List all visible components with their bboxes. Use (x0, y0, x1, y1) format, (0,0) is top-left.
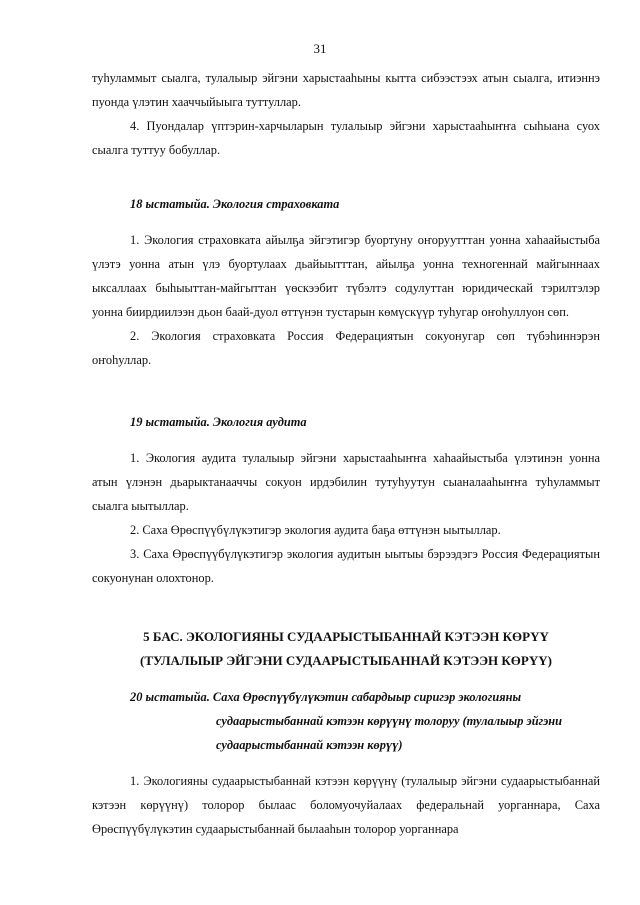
chapter-5-subtitle: (ТУЛАЛЫЫР ЭЙГЭНИ СУДААРЫСТЫБАННАЙ КЭТЭЭН КӨРҮҮ) (140, 653, 552, 668)
article-19-paragraph-2: 2. Саха Өрөспүүбүлүкэтигэр экология аудита баҕа өттүнэн ыытыллар. (130, 523, 501, 537)
article-20 (92, 685, 600, 841)
continuation-paragraph: туһуламмыт сыалга, тулалыыр эйгэни харыстааһыны кытта сибээстээх атын сыалга, итиэннэ пуонда үлэтин хааччыйыыга туттуллар. (92, 71, 600, 109)
article-20-heading-line-3: судаарыстыбаннай кэтээн көрүү) (216, 738, 403, 752)
paragraph-4: 4. Пуондалар үптэрин-харчыларын тулалыыр эйгэни харыстааһыҥҥа сыһыана суох сыалга туттуу бобуллар. (92, 119, 600, 157)
article-18-paragraph-2: 2. Экология страховката Россия Федерациятын сокуонугар сөп түбэһиннэрэн оҥоһуллар. (92, 329, 600, 367)
article-20-heading-line-2: судаарыстыбаннай кэтээн көрүүнү толоруу (тулалыыр эйгэни (216, 714, 563, 728)
article-18 (92, 192, 600, 372)
article-19 (92, 410, 600, 590)
article-19-paragraph-1: 1. Экология аудита тулалыыр эйгэни харыстааһыҥҥа хаһаайыстыба үлэтинэн уонна атын үлэнэн дьарыктанааччы сокуон ирдэбилин тутуһуутун сыаналааһыҥҥа туһуламмыт сыалга ыытыллар. (92, 451, 600, 513)
article-20-heading-line-1: 20 ыстатыйа. Саха Өрөспүүбүлүкэтин сабардыыр сиригэр экологияны (130, 690, 522, 704)
article-20-paragraph-1: 1. Экологияны судаарыстыбаннай кэтээн көрүүнү (тулалыыр эйгэни судаарыстыбаннай кэтээн көрүүнү) толорор былаас боломуочуйалаах федеральнай уорганнара, Саха Өрөспүүбүлүкэтин судаарыстыбаннай былааһын толорор уорганнара (92, 774, 600, 836)
chapter-5-heading (92, 625, 600, 673)
chapter-5-title: 5 БАС. ЭКОЛОГИЯНЫ СУДААРЫСТЫБАННАЙ КЭТЭЭН КӨРҮҮ (143, 629, 549, 644)
article-19-heading: 19 ыстатыйа. Экология аудита (130, 415, 307, 429)
article-19-paragraph-3: 3. Саха Өрөспүүбүлүкэтигэр экология аудитын ыытыы бэрээдэгэ Россия Федерациятын сокуонунан олохтонор. (92, 547, 600, 585)
continuation-block (92, 66, 600, 162)
article-18-heading: 18 ыстатыйа. Экология страховката (130, 197, 340, 211)
page-number: 31 (313, 41, 327, 56)
article-18-paragraph-1: 1. Экология страховката айылҕа эйгэтигэр буортуну оҥоруутттан уонна хаһаайыстыба үлэтэ уонна атын үлэ буортулаах дьайыытттан, айылҕа уонна техногеннай майгыннаах ыксаллаах быһыыттан-майгыттан үөскээбит түбэлтэ содулуттан юридическай тэрилтэлэр уонна биирдиилээн дьон баай-дуол өттүнэн тустарын көмүскүүр туһугар оҥоһуллуон сөп. (92, 233, 600, 319)
